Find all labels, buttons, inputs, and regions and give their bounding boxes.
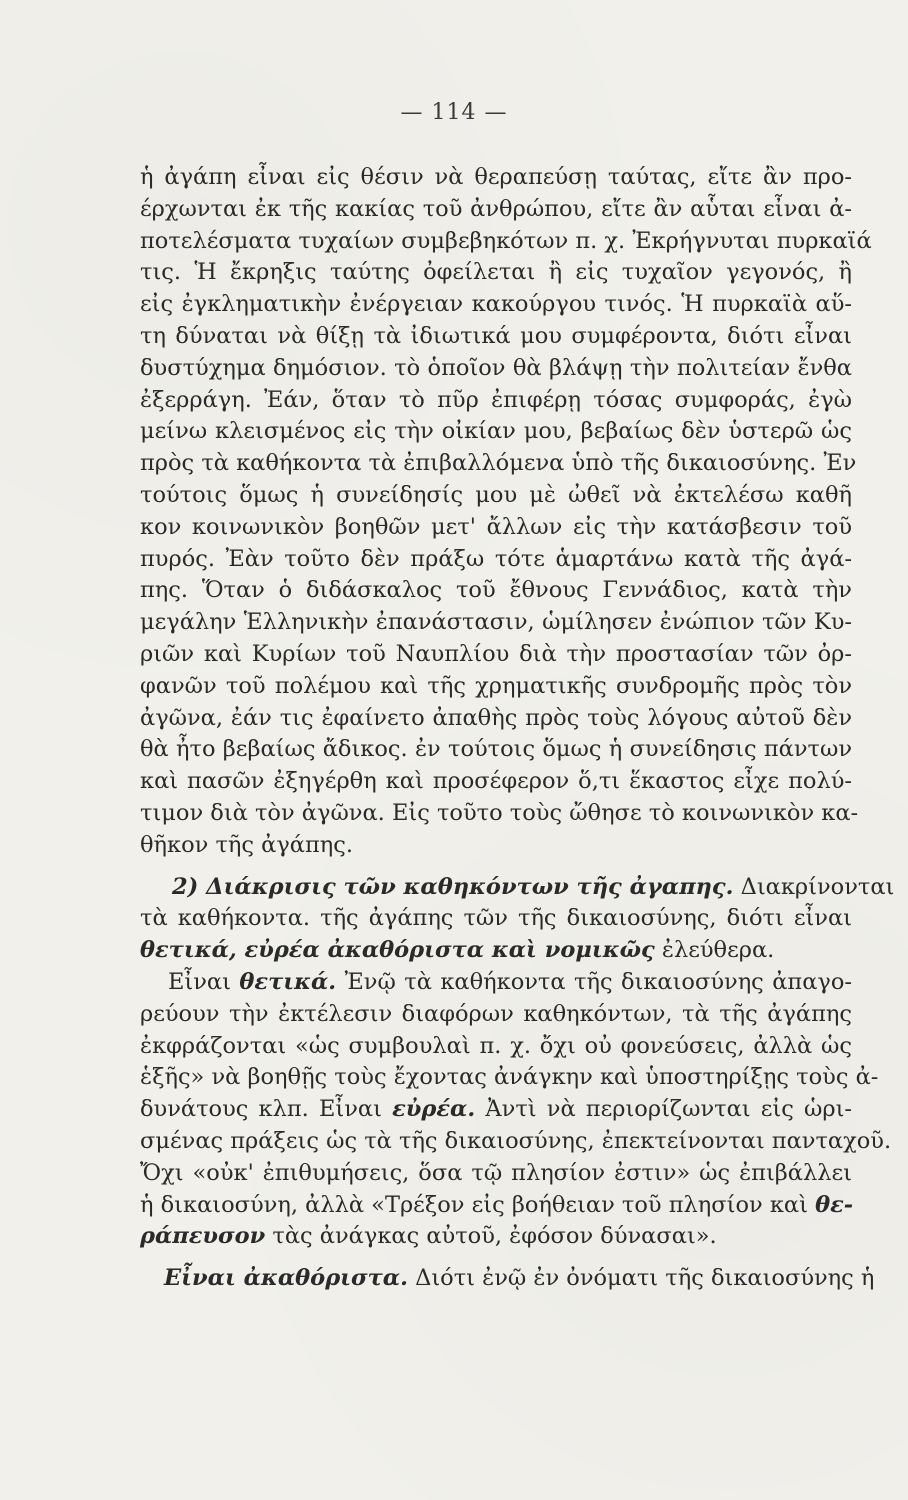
emphasis-text: Εἶναι ἀκαθόριστα. <box>164 1265 408 1292</box>
text-line: ἡ ἀγάπη εἶναι εἰς θέσιν νὰ θεραπεύσῃ ταύτας, εἴτε ἂν προ- <box>140 164 852 190</box>
text-line: ποτελέσματα τυχαίων συμβεβηκότων π. χ. Ἐκρήγνυται πυρκαϊά <box>140 227 872 254</box>
emphasis-text: εὐρέα. <box>392 1096 476 1123</box>
text-line: μείνω κλεισμένος εἰς τὴν οἰκίαν μου, βεβαίως δὲν ὑστερῶ ὡς <box>140 418 852 445</box>
text-line: εἰς ἐγκληματικὴν ἐνέργειαν κακούργου τινός. Ἡ πυρκαϊὰ αὕ- <box>140 291 852 318</box>
emphasis-text: θετικά. <box>239 968 337 995</box>
text-line: έρχωνται ἐκ τῆς κακίας τοῦ ἀνθρώπου, εἴτε ἂν αὗται εἶναι ἀ- <box>140 195 852 222</box>
paragraph-1 <box>140 162 872 862</box>
section-heading: 2) Διάκρισις τῶν καθηκόντων τῆς ἀγαπης. <box>172 873 734 900</box>
text-line: τις. Ἡ ἔκρηξις ταύτης ὀφείλεται ἢ εἰς τυχαῖον γεγονός, ἢ <box>140 259 852 286</box>
text-line: πης. Ὅταν ὁ διδάσκαλος τοῦ ἔθνους Γεννάδιος, κατὰ τὴν <box>140 577 852 604</box>
text-line: σμένας πράξεις ὡς τὰ τῆς δικαιοσύνης, ἐπεκτείνονται πανταχοῦ. <box>140 1127 892 1154</box>
text-line: δυστύχημα δημόσιον. τὸ ὁποῖον θὰ βλάψῃ τὴν πολιτείαν ἔνθα <box>140 354 852 381</box>
text-line: ρεύουν τὴν ἐκτέλεσιν διαφόρων καθηκόντων, τὰ τῆς ἀγάπης <box>140 1000 852 1027</box>
text-line: τὰ καθήκοντα. τῆς ἀγάπης τῶν τῆς δικαιοσύνης, διότι εἶναι <box>140 905 852 932</box>
text-line: πυρός. Ἐὰν τοῦτο δὲν πράξω τότε ἁμαρτάνω κατὰ τῆς ἀγά- <box>140 545 852 572</box>
text-line: δυνάτους κλπ. Εἶναι εὐρέα. Ἀντὶ νὰ περιορίζωνται εἰς ὡρι- <box>140 1096 853 1123</box>
paragraph-4-first-line: Εἶναι ἀκαθόριστα. Διότι ἐνῷ ἐν ὀνόματι τῆς δικαιοσύνης ἡ <box>164 1265 875 1292</box>
text-line: μεγάλην Ἑλληνικὴν ἐπανάστασιν, ὡμίλησεν ἐνώπιον τῶν Κυ- <box>140 609 852 636</box>
body-text <box>140 162 895 1295</box>
text-line: φανῶν τοῦ πολέμου καὶ τῆς χρηματικῆς συνδρομῆς πρὸς τὸν <box>140 672 852 699</box>
text-line: τη δύναται νὰ θίξῃ τὰ ἰδιωτικά μου συμφέροντα, διότι εἶναι <box>140 322 852 349</box>
text-line: ἀγῶνα, ἐάν τις ἐφαίνετο ἀπαθὴς πρὸς τοὺς λόγους αὐτοῦ δὲν <box>140 704 852 731</box>
paragraph-3-first-line: Εἶναι θετικά. Ἐνῷ τὰ καθήκοντα τῆς δικαιοσύνης ἀπαγο- <box>168 968 852 995</box>
text-line: πρὸς τὰ καθήκοντα τὰ ἐπιβαλλόμενα ὑπὸ τῆς δικαιοσύνης. Ἐν <box>140 450 857 477</box>
text-line: τούτοις ὅμως ἡ συνείδησίς μου μὲ ὠθεῖ νὰ ἐκτελέσω καθῆ <box>140 481 852 508</box>
text-line: καὶ πασῶν ἐξηγέρθη καὶ προσέφερον ὅ,τι ἕκαστος εἶχε πολύ- <box>140 768 852 795</box>
text-line: θὰ ἦτο βεβαίως ἄδικος. ἐν τούτοις ὅμως ἡ συνείδησις πάντων <box>140 736 852 763</box>
text-line: ἐκφράζονται «ὡς συμβουλαὶ π. χ. ὄχι οὐ φονεύσεις, ἀλλὰ ὡς <box>140 1032 852 1059</box>
text-line: ράπευσον τὰς ἀνάγκας αὐτοῦ, ἐφόσον δύνασαι». <box>140 1223 717 1250</box>
emphasis-text: θε- <box>815 1191 854 1218</box>
emphasis-text: ράπευσον <box>140 1223 266 1250</box>
text-line: θῆκον τῆς ἀγάπης. <box>140 831 354 858</box>
text-line: ριῶν καὶ Κυρίων τοῦ Ναυπλίου διὰ τὴν προστασίαν τῶν ὀρ- <box>140 640 852 667</box>
text-line: ἡ δικαιοσύνη, ἀλλὰ «Τρέξον εἰς βοήθειαν τοῦ πλησίον καὶ θε- <box>140 1191 854 1218</box>
text-line: ἐξερράγη. Ἐάν, ὅταν τὸ πῦρ ἐπιφέρῃ τόσας συμφοράς, ἐγὼ <box>140 386 852 413</box>
page-number: — 114 — <box>400 100 508 125</box>
text-line: τιμον διὰ τὸν ἀγῶνα. Εἰς τοῦτο τοὺς ὤθησε τὸ κοινωνικὸν κα- <box>140 799 859 826</box>
text-line: θετικά, εὐρέα ἀκαθόριστα καὶ νομικῶς ἐλεύθερα. <box>140 937 775 964</box>
text-line: Ὄχι «οὐκ' ἐπιθυμήσεις, ὅσα τῷ πλησίον ἐστιν» ὡς ἐπιβάλλει <box>140 1159 852 1186</box>
section-2-heading-line: 2) Διάκρισις τῶν καθηκόντων τῆς ἀγαπης. Διακρίνονται <box>172 873 895 900</box>
emphasis-text: θετικά, εὐρέα ἀκαθόριστα καὶ νομικῶς <box>140 937 655 964</box>
text-line: ἑξῆς» νὰ βοηθῇς τοὺς ἔχοντας ἀνάγκην καὶ ὑποστηρίξῃς τοὺς ἀ- <box>140 1064 879 1091</box>
text-line: κον κοινωνικὸν βοηθῶν μετ' ἄλλων εἰς τὴν κατάσβεσιν τοῦ <box>140 513 852 540</box>
